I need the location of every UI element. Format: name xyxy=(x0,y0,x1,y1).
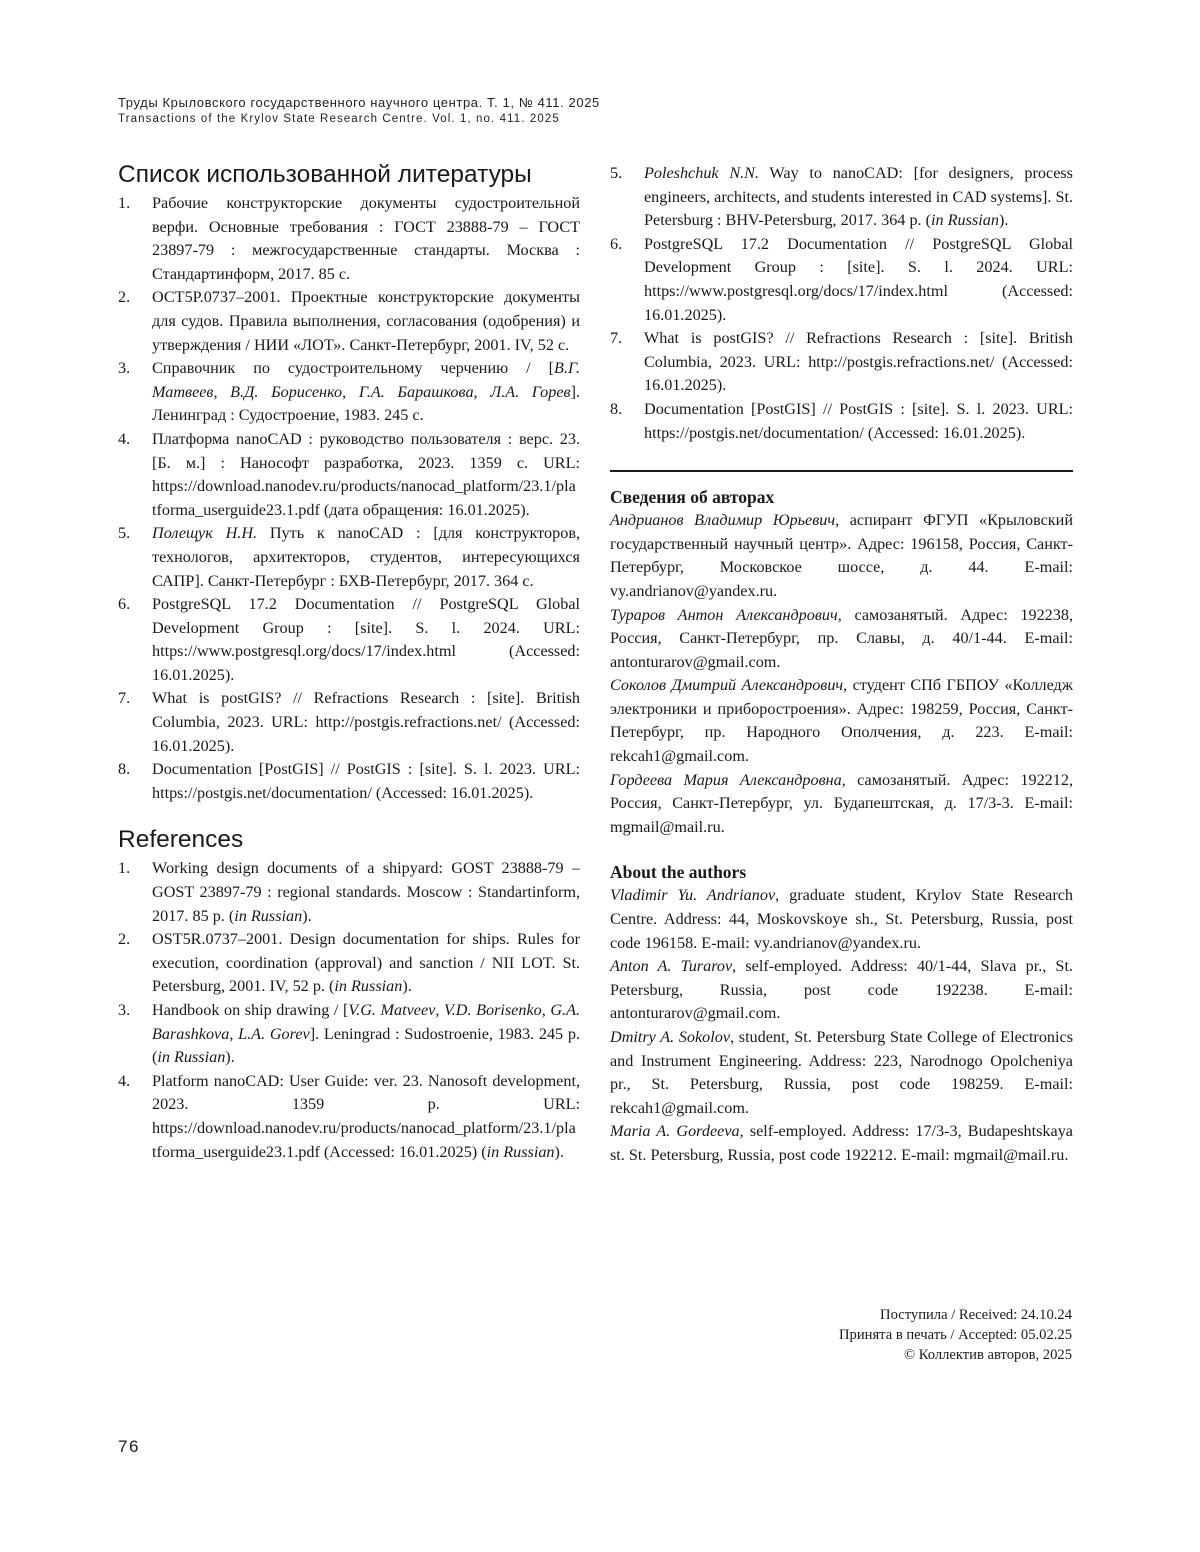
reference-item xyxy=(118,928,580,999)
reference-item xyxy=(118,1070,580,1164)
reference-segment: What is postGIS? // Refractions Research : [site]. British Columbia, 2023. URL: http://postgis.refractions.net/ (Accessed: 16.01.2025). xyxy=(644,329,1073,394)
reference-italic-segment: G.A. Barashkova xyxy=(152,1001,580,1043)
reference-item xyxy=(118,857,580,928)
reference-segment: ОСТ5Р.0737–2001. Проектные конструкторские документы для судов. Правила выполнения, согласования (одобрения) и утверждения / НИИ «ЛОТ». Санкт-Петербург, 2001. IV, 52 с. xyxy=(152,288,580,353)
reference-number: 6. xyxy=(610,233,644,327)
reference-number: 8. xyxy=(610,398,644,445)
reference-italic-segment: Poleshchuk N.N. xyxy=(644,164,759,182)
author-entry xyxy=(610,674,1073,768)
reference-italic-segment: in Russian xyxy=(931,211,999,229)
reference-italic-segment: in Russian xyxy=(157,1048,225,1066)
reference-segment: OST5R.0737–2001. Design documentation for ships. Rules for execution, coordination (approval) and sanction / NII LOT. St. Petersburg, 2001. IV, 52 p. ( xyxy=(152,930,580,995)
reference-text xyxy=(152,857,580,928)
reference-item xyxy=(118,687,580,758)
references-en-list-part2 xyxy=(610,162,1073,445)
reference-item xyxy=(610,398,1073,445)
reference-segment: Working design documents of a shipyard: GOST 23888-79 – GOST 23897-79 : regional standards. Moscow : Standartinform, 2017. 85 p. ( xyxy=(152,859,580,924)
reference-number: 8. xyxy=(118,758,152,805)
reference-segment: Platform nanoCAD: User Guide: ver. 23. Nanosoft development, 2023. 1359 p. URL: https://download.nanodev.ru/products/nanocad_platform/23.1/platforma_userguide23.1.pdf (Accessed: 16.01.2025) ( xyxy=(152,1072,580,1161)
reference-italic-segment: in Russian xyxy=(234,907,302,925)
reference-text xyxy=(152,1070,580,1164)
journal-title-ru: Труды Крыловского государственного научного центра. Т. 1, № 411. 2025 xyxy=(118,94,600,111)
reference-segment: Handbook on ship drawing / [ xyxy=(152,1001,348,1019)
reference-item xyxy=(610,233,1073,327)
reference-item xyxy=(118,357,580,428)
reference-item xyxy=(610,327,1073,398)
reference-text xyxy=(152,758,580,805)
reference-segment: Справочник по судостроительному черчению / [ xyxy=(152,359,554,377)
reference-text xyxy=(644,327,1073,398)
reference-italic-segment: Полещук Н.Н. xyxy=(152,524,257,542)
author-name: Тураров Антон Александрович xyxy=(610,606,838,624)
reference-text xyxy=(152,522,580,593)
reference-text xyxy=(152,687,580,758)
reference-number: 1. xyxy=(118,192,152,286)
author-details: , самозанятый. Адрес: 192212, Россия, Санкт-Петербург, ул. Будапештская, д. 17/3-3. E-mail: mgmail@mail.ru. xyxy=(610,771,1073,836)
author-name: Dmitry A. Sokolov xyxy=(610,1028,730,1046)
reference-segment: ). xyxy=(225,1048,234,1066)
reference-italic-segment: V.G. Matveev xyxy=(348,1001,435,1019)
reference-segment: Way to nanoCAD: [for designers, process engineers, architects, and students interested in CAD systems]. St. Petersburg : BHV-Petersburg, 2017. 364 p. ( xyxy=(644,164,1073,229)
author-name: Соколов Дмитрий Александрович xyxy=(610,676,843,694)
reference-item xyxy=(118,758,580,805)
reference-segment: ). xyxy=(402,977,411,995)
author-name: Гордеева Мария Александровна xyxy=(610,771,842,789)
author-entry xyxy=(610,884,1073,955)
right-column xyxy=(610,162,1073,1168)
reference-text xyxy=(152,999,580,1070)
author-entry xyxy=(610,509,1073,603)
reference-number: 6. xyxy=(118,593,152,687)
reference-segment: Путь к nanoCAD : [для конструкторов, технологов, архитекторов, студентов, интересующихся САПР]. Санкт-Петербург : БХВ-Петербург, 2017. 364 с. xyxy=(152,524,580,589)
reference-number: 7. xyxy=(118,687,152,758)
reference-italic-segment: Л.А. Горев xyxy=(490,383,570,401)
reference-text xyxy=(644,233,1073,327)
reference-segment: Documentation [PostGIS] // PostGIS : [site]. S. l. 2023. URL: https://postgis.net/documentation/ (Accessed: 16.01.2025). xyxy=(152,760,580,802)
reference-text xyxy=(152,593,580,687)
reference-segment: Рабочие конструкторские документы судостроительной верфи. Основные требования : ГОСТ 23888-79 – ГОСТ 23897-79 : межгосударственные стандарты. Москва : Стандартинформ, 2017. 85 с. xyxy=(152,194,580,283)
reference-text xyxy=(152,192,580,286)
reference-item xyxy=(118,286,580,357)
reference-segment: PostgreSQL 17.2 Documentation // PostgreSQL Global Development Group : [site]. S. l. 2024. URL: https://www.postgresql.org/docs/17/index.html (Accessed: 16.01.2025). xyxy=(644,235,1073,324)
reference-segment: Documentation [PostGIS] // PostGIS : [site]. S. l. 2023. URL: https://postgis.net/documentation/ (Accessed: 16.01.2025). xyxy=(644,400,1073,442)
reference-segment: ). xyxy=(999,211,1008,229)
left-column xyxy=(118,160,580,1164)
reference-segment: , xyxy=(213,383,230,401)
author-entry xyxy=(610,1026,1073,1120)
running-header xyxy=(118,94,600,127)
publication-dates xyxy=(839,1305,1072,1365)
reference-segment: ). xyxy=(302,907,311,925)
journal-title-en: Transactions of the Krylov State Research Centre. Vol. 1, no. 411. 2025 xyxy=(118,111,600,127)
reference-segment: What is postGIS? // Refractions Research : [site]. British Columbia, 2023. URL: http://postgis.refractions.net/ (Accessed: 16.01.2025). xyxy=(152,689,580,754)
author-details: , self-employed. Address: 40/1-44, Slava pr., St. Petersburg, Russia, post code 192238. E-mail: antonturarov@gmail.com. xyxy=(610,957,1073,1022)
reference-italic-segment: Г.А. Барашкова xyxy=(359,383,474,401)
authors-ru-heading: Сведения об авторах xyxy=(610,485,1073,509)
reference-text xyxy=(644,398,1073,445)
references-ru-list xyxy=(118,192,580,805)
author-details: , graduate student, Krylov State Research Centre. Address: 44, Moskovskoye sh., St. Petersburg, Russia, post code 196158. E-mail: vy.andrianov@yandex.ru. xyxy=(610,886,1073,951)
received-date: Поступила / Received: 24.10.24 xyxy=(839,1305,1072,1325)
reference-text xyxy=(644,162,1073,233)
accepted-date: Принята в печать / Accepted: 05.02.25 xyxy=(839,1325,1072,1345)
authors-en-heading: About the authors xyxy=(610,860,1073,884)
author-details: , студент СПб ГБПОУ «Колледж электроники и приборостроения». Адрес: 198259, Россия, Санкт-Петербург, пр. Народного Ополчения, д. 223. E-mail: rekcah1@gmail.com. xyxy=(610,676,1073,765)
reference-item xyxy=(118,522,580,593)
reference-segment: , xyxy=(435,1001,444,1019)
reference-number: 3. xyxy=(118,999,152,1070)
reference-number: 7. xyxy=(610,327,644,398)
reference-italic-segment: in Russian xyxy=(487,1143,555,1161)
reference-number: 1. xyxy=(118,857,152,928)
reference-italic-segment: В.Г. Матвеев xyxy=(152,359,580,401)
reference-number: 2. xyxy=(118,286,152,357)
authors-ru-list xyxy=(610,509,1073,839)
reference-italic-segment: L.A. Gorev xyxy=(238,1025,310,1043)
reference-italic-segment: in Russian xyxy=(334,977,402,995)
reference-item xyxy=(118,192,580,286)
reference-segment: PostgreSQL 17.2 Documentation // PostgreSQL Global Development Group : [site]. S. l. 2024. URL: https://www.postgresql.org/docs/17/index.html (Accessed: 16.01.2025). xyxy=(152,595,580,684)
reference-segment: Платформа nanoCAD : руководство пользователя : верс. 23. [Б. м.] : Нанософт разработка, 2023. 1359 с. URL: https://download.nanodev.ru/products/nanocad_platform/23.1/platforma_userguide23.1.pdf (дата обращения: 16.01.2025). xyxy=(152,430,580,519)
reference-item xyxy=(610,162,1073,233)
page-number: 76 xyxy=(118,1437,140,1457)
reference-text xyxy=(152,286,580,357)
author-details: , аспирант ФГУП «Крыловский государственный научный центр». Адрес: 196158, Россия, Санкт-Петербург, Московское шоссе, д. 44. E-mail: vy.andrianov@yandex.ru. xyxy=(610,511,1073,600)
references-ru-heading: Список использованной литературы xyxy=(118,160,580,190)
reference-item xyxy=(118,593,580,687)
reference-number: 4. xyxy=(118,1070,152,1164)
reference-item xyxy=(118,428,580,522)
reference-segment: ]. Ленинград : Судостроение, 1983. 245 с. xyxy=(152,383,580,425)
reference-number: 2. xyxy=(118,928,152,999)
author-name: Андрианов Владимир Юрьевич xyxy=(610,511,835,529)
author-details: , student, St. Petersburg State College of Electronics and Instrument Engineering. Address: 223, Narodnogo Opolcheniya pr., St. Petersburg, Russia, post code 198259. E-mail: rekcah1@gmail.com. xyxy=(610,1028,1073,1117)
author-entry xyxy=(610,604,1073,675)
reference-segment: ). xyxy=(555,1143,564,1161)
reference-text xyxy=(152,928,580,999)
references-en-heading: References xyxy=(118,825,580,855)
author-details: , self-employed. Address: 17/3-3, Budapeshtskaya st. St. Petersburg, Russia, post code 192212. E-mail: mgmail@mail.ru. xyxy=(610,1122,1073,1164)
reference-number: 3. xyxy=(118,357,152,428)
authors-en-list xyxy=(610,884,1073,1167)
author-entry xyxy=(610,955,1073,1026)
reference-italic-segment: В.Д. Борисенко xyxy=(230,383,342,401)
reference-number: 5. xyxy=(118,522,152,593)
reference-segment: ]. Leningrad : Sudostroenie, 1983. 245 p. ( xyxy=(152,1025,580,1067)
reference-number: 5. xyxy=(610,162,644,233)
author-name: Maria A. Gordeeva xyxy=(610,1122,740,1140)
reference-number: 4. xyxy=(118,428,152,522)
copyright-notice: © Коллектив авторов, 2025 xyxy=(839,1345,1072,1365)
reference-segment: , xyxy=(342,383,359,401)
author-entry xyxy=(610,769,1073,840)
section-divider xyxy=(610,470,1073,472)
reference-segment: , xyxy=(229,1025,238,1043)
author-entry xyxy=(610,1120,1073,1167)
author-name: Vladimir Yu. Andrianov xyxy=(610,886,775,904)
reference-text xyxy=(152,428,580,522)
author-details: , самозанятый. Адрес: 192238, Россия, Санкт-Петербург, пр. Славы, д. 40/1-44. E-mail: antonturarov@gmail.com. xyxy=(610,606,1073,671)
reference-segment: , xyxy=(542,1001,551,1019)
reference-italic-segment: V.D. Borisenko xyxy=(444,1001,542,1019)
reference-item xyxy=(118,999,580,1070)
reference-text xyxy=(152,357,580,428)
author-name: Anton A. Turarov xyxy=(610,957,732,975)
reference-segment: , xyxy=(474,383,491,401)
references-en-list-part1 xyxy=(118,857,580,1164)
